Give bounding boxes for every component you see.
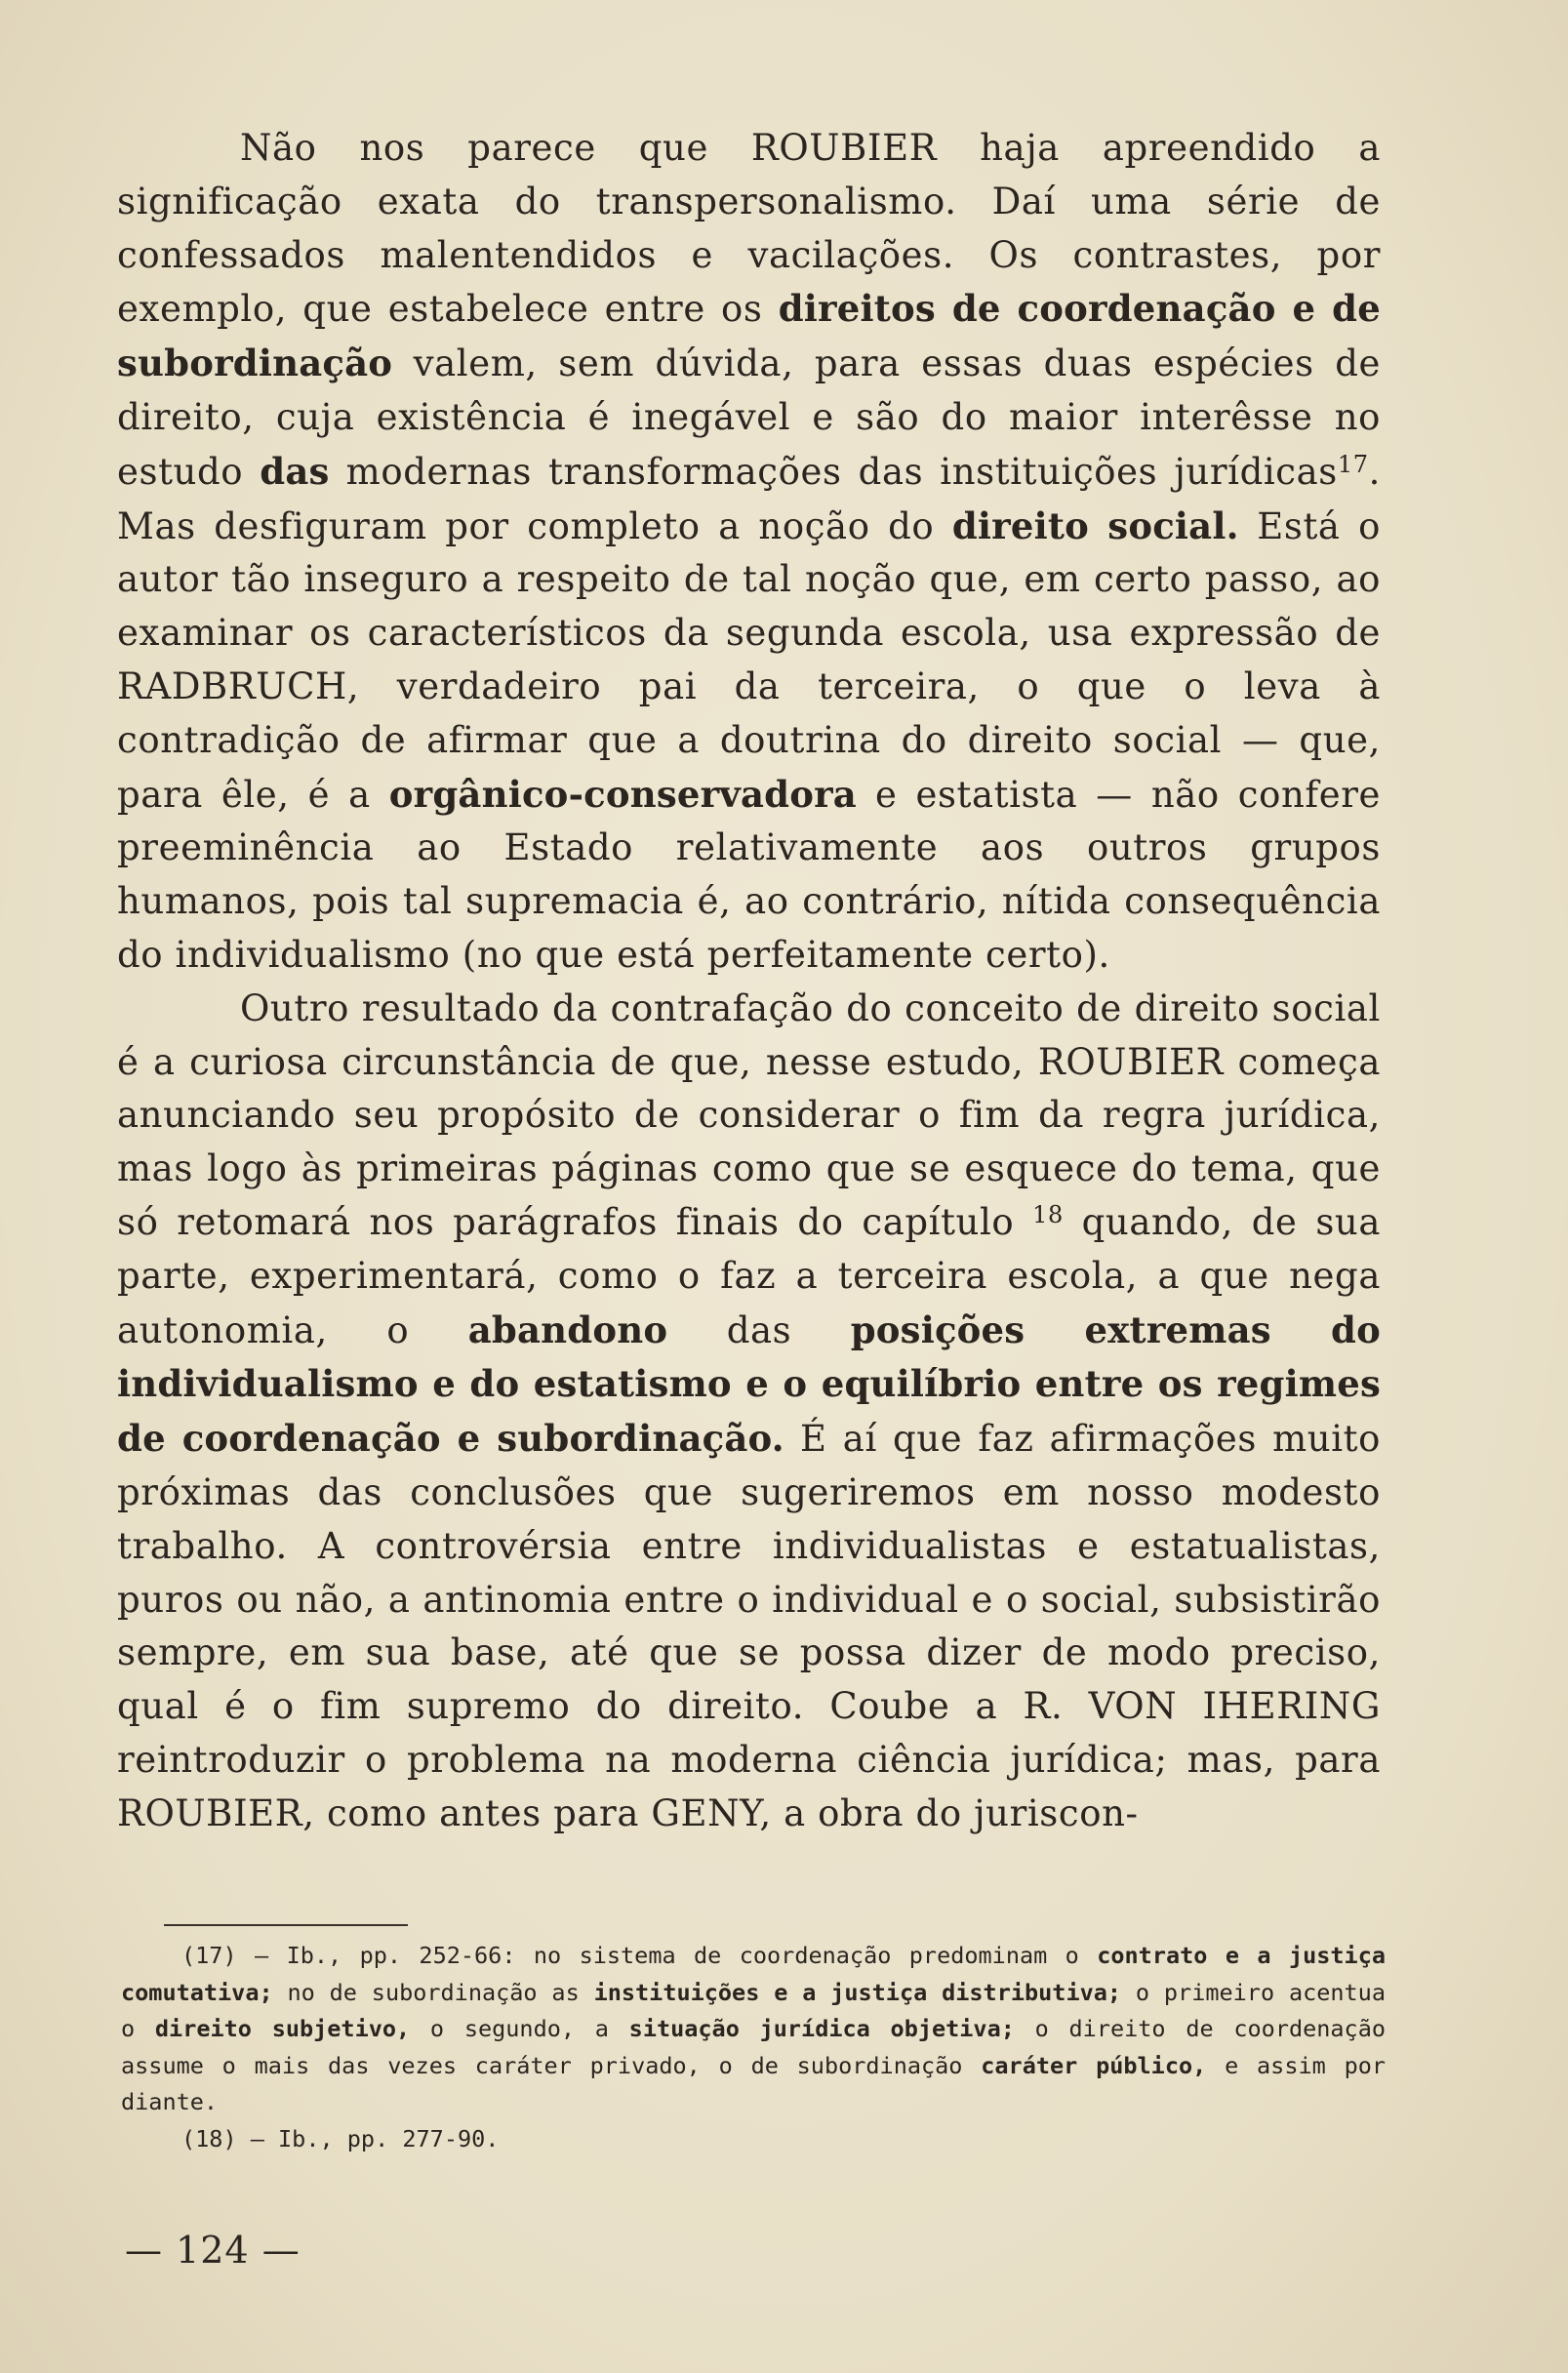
text-run: É aí que faz afirmações muito próximas das conclusões que sugeriremos em nosso modesto trabalho. A controvérsia entre individualistas e estatualistas, puros ou não, a antinomia entre o individual e o social, subsistirão sempre, em sua base, até que se possa dizer de modo preciso, qual é o fim supremo do direito. Coube a R. VON IHERING reintroduzir o problema na moderna ciência jurídica; mas, para ROUBIER, como antes para GENY, a obra do juriscon- [117,1418,1382,1834]
text-run: e assim por diante. [121,2051,1387,2115]
text-run: o direito de coordenação assume o mais das vezes caráter privado, o de subordinação [121,2015,1387,2079]
footnote-18: (18) — Ib., pp. 277-90. [181,2124,500,2152]
text-run: das [667,1308,851,1351]
text-run: . Mas desfiguram por completo a noção do [117,450,1381,547]
bold-text: caráter público, [981,2051,1207,2079]
footnote-separator [164,1924,408,1926]
footnote-17 [121,1938,1386,2121]
bold-text: direito social. [951,503,1239,547]
footnote-reference: 18 [1032,1200,1064,1228]
text-run: quando, de sua parte, experimentará, como o faz a terceira escola, a que nega autonomia, o [117,1200,1381,1351]
bold-text: situação jurídica objetiva; [628,2015,1015,2042]
text-run: Outro resultado da contrafação do conceito de direito social é a curiosa circunstância de que, nesse estudo, ROUBIER começa anunciando seu propósito de considerar o fim da regra jurídica, mas logo às primeiras páginas como que se esquece do tema, que só retomará nos parágrafos finais do capítulo [117,986,1381,1243]
bold-text: orgânico-conservadora [388,772,857,816]
paragraph-1 [117,122,1381,983]
text-run: Não nos parece que ROUBIER haja apreendido a significação exata do transpersonalismo. Daí uma série de confessados malentendidos e vacilações. Os contrastes, por exemplo, que estabelece entre os [117,127,1381,331]
bold-text: contrato e a justiça comutativa; [121,1942,1386,2006]
page-number: — 124 — [125,2229,301,2272]
text-run: Está o autor tão inseguro a respeito de tal noção que, em certo passo, ao examinar os característicos da segunda escola, usa expressão de RADBRUCH, verdadeiro pai da terceira, o que o leva à contradição de afirmar que a doutrina do direito social — que, para êle, é a [117,504,1381,816]
bold-text: direitos de coordenação e de subordinação [117,287,1381,385]
bold-text: das [260,449,330,493]
bold-text: instituições e a justiça distributiva; [593,1978,1122,2006]
text-run: o segundo, a [410,2015,629,2042]
bold-text: posições extremas do individualismo e do estatismo e o equilíbrio entre os regimes de coordenação e subordinação. [117,1307,1381,1461]
main-text [117,122,1381,1841]
bold-text: direito subjetivo, [154,2015,411,2042]
footnotes [121,1938,1386,2157]
bold-text: abandono [467,1307,668,1351]
paragraph-2 [117,983,1381,1841]
text-run: modernas transformações das instituições jurídicas [329,450,1338,493]
footnote-reference: 17 [1337,450,1369,478]
text-run: (17) — Ib., pp. 252-66: no sistema de coordenação predominam o [181,1942,1098,1969]
text-run: e estatista — não confere preeminência ao Estado relativamente aos outros grupos humanos, pois tal supremacia é, ao contrário, nítida consequência do individualismo (no que está perfeitamente certo). [117,773,1381,976]
text-run: no de subordinação as [272,1978,594,2006]
text-run: valem, sem dúvida, para essas duas espécies de direito, cuja existência é inegável e são do maior interêsse no estudo [117,342,1381,493]
text-run: o primeiro acentua o [121,1978,1386,2042]
